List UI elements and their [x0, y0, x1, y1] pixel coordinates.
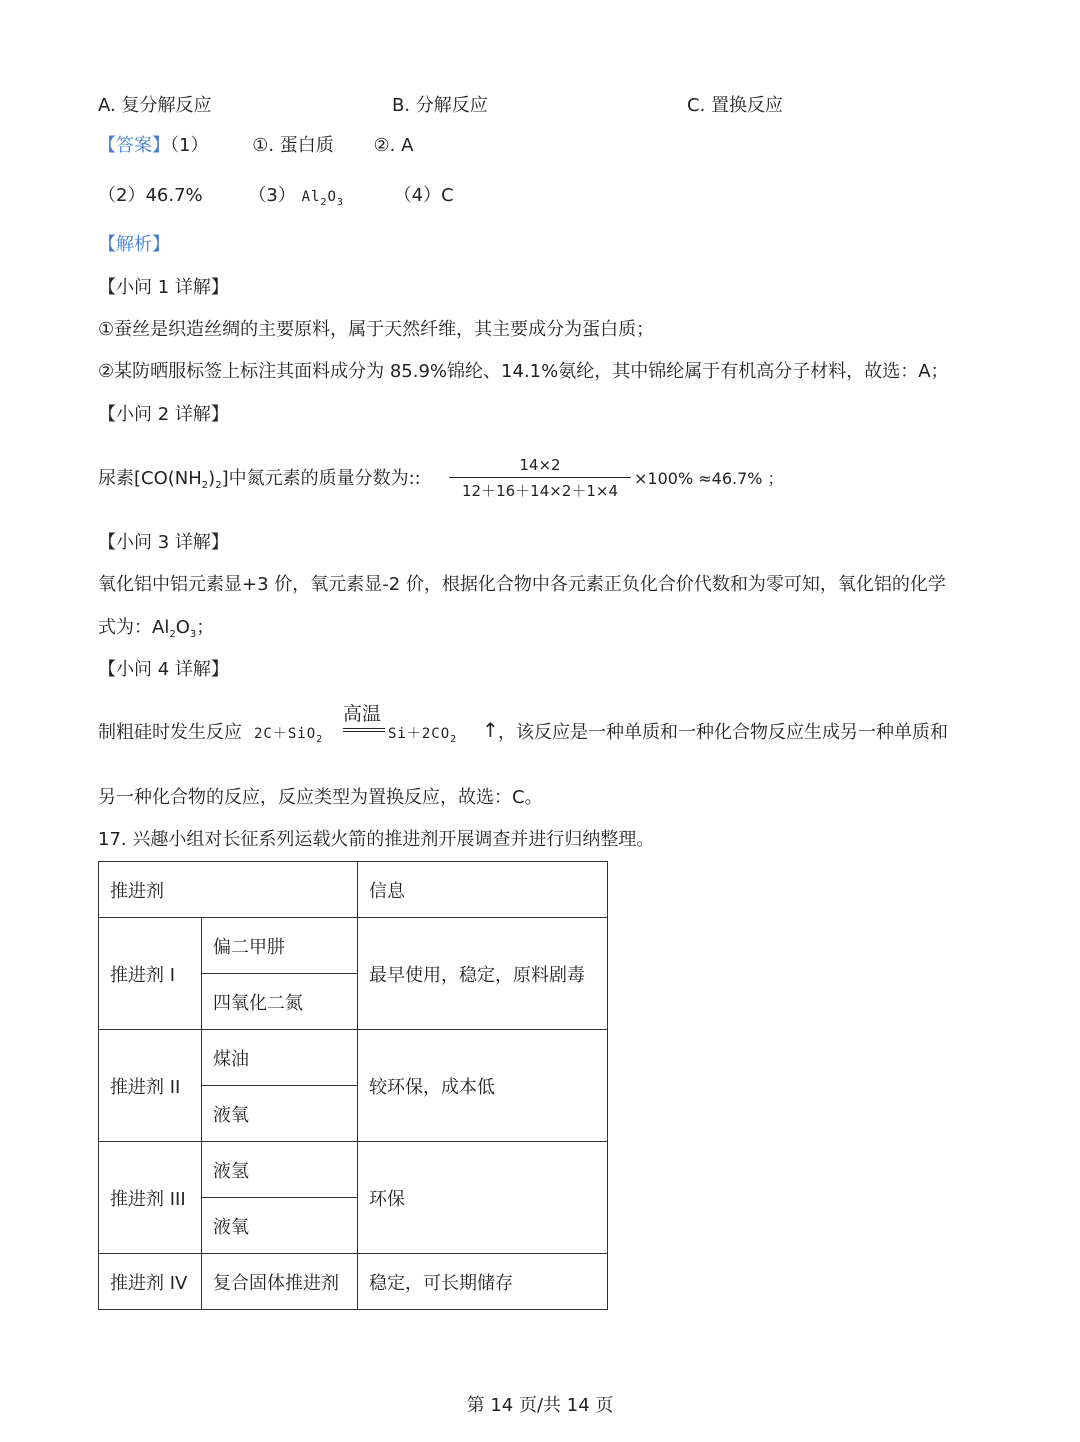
subquestion-3-heading: 【小问 3 详解】: [98, 532, 229, 553]
propellant-info: 稳定，可长期储存: [358, 1254, 608, 1310]
subquestion-2-heading: 【小问 2 详解】: [98, 404, 229, 425]
propellant-component: 液氢: [202, 1142, 358, 1198]
propellant-name: 推进剂 II: [99, 1030, 202, 1142]
answer-line-1: [98, 133, 413, 159]
table-row: [99, 1254, 608, 1310]
propellant-table: [98, 861, 608, 1310]
mass-fraction-formula: [449, 454, 631, 502]
answer-q4: （4）C: [393, 185, 454, 206]
subquestion-1-heading: 【小问 1 详解】: [98, 277, 229, 298]
subquestion-3-line-1: 氧化铝中铝元素显+3 价，氧元素显-2 价，根据化合物中各元素正负化合价代数和为零可知，氧化铝的化学: [98, 574, 946, 595]
option-c: C. 置换反应: [687, 95, 784, 116]
answer-tag: 【答案】: [98, 135, 170, 156]
propellant-info: 最早使用，稳定，原料剧毒: [358, 918, 608, 1030]
propellant-component: 偏二甲肼: [202, 918, 358, 974]
fraction-result: ×100% ≈46.7% ；: [634, 469, 784, 488]
propellant-component: 煤油: [202, 1030, 358, 1086]
analysis-tag: 【解析】: [98, 234, 170, 255]
subquestion-1-line-1: ①蚕丝是织造丝绸的主要原料，属于天然纤维，其主要成分为蛋白质；: [98, 319, 655, 340]
subquestion-1-line-2: ②某防晒服标签上标注其面料成分为 85.9%锦纶、14.1%氨纶，其中锦纶属于有机高分子材料，故选：A；: [98, 361, 949, 382]
subquestion-4-text: ，该反应是一种单质和一种化合物反应生成另一种单质和: [498, 722, 948, 743]
fraction-denominator: 12＋16＋14×2＋1×4: [461, 482, 619, 500]
reaction-products: $Si+2CO_2$: [388, 726, 458, 745]
page-footer: 第 14 页/共 14 页: [466, 1395, 614, 1416]
answer-q1-a: ①. 蛋白质: [252, 135, 334, 156]
subquestion-4-line-2: 另一种化合物的反应，反应类型为置换反应，故选：C。: [98, 787, 543, 808]
gas-arrow: ↑: [482, 718, 499, 742]
propellant-info: 较环保，成本低: [358, 1030, 608, 1142]
answer-q3: （3）: [248, 185, 296, 206]
answer-q1-number: （1）: [170, 135, 209, 156]
table-row: [99, 1030, 608, 1086]
propellant-name: 推进剂 IV: [99, 1254, 202, 1310]
propellant-name: 推进剂 I: [99, 918, 202, 1030]
propellant-name: 推进剂 III: [99, 1142, 202, 1254]
propellant-info: 环保: [358, 1142, 608, 1254]
propellant-component: 液氧: [202, 1086, 358, 1142]
propellant-component: 复合固体推进剂: [202, 1254, 358, 1310]
table-header-row: [99, 862, 608, 918]
option-b: B. 分解反应: [392, 95, 488, 116]
header-propellant: 推进剂: [99, 862, 358, 918]
answer-q2: （2）46.7%: [98, 185, 203, 206]
fraction-numerator: 14×2: [519, 456, 561, 474]
option-a: A. 复分解反应: [98, 95, 212, 116]
table-row: [99, 1142, 608, 1198]
answer-q1-b: ②. A: [373, 135, 414, 156]
propellant-component: 四氧化二氮: [202, 974, 358, 1030]
header-info: 信息: [358, 862, 608, 918]
subquestion-4-prefix: 制粗硅时发生反应: [98, 722, 242, 743]
reaction-reactants: 2C＋SiO$_2$: [254, 726, 324, 745]
table-row: [99, 918, 608, 974]
reaction-double-line-top: [343, 728, 385, 729]
reaction-double-line-bottom: [343, 731, 385, 732]
subquestion-2-text: 尿素$[CO(NH_2)_2]$中氮元素的质量分数为::: [98, 468, 421, 491]
subquestion-4-heading: 【小问 4 详解】: [98, 659, 229, 680]
propellant-component: 液氧: [202, 1198, 358, 1254]
question-17: 17. 兴趣小组对长征系列运载火箭的推进剂开展调查并进行归纳整理。: [98, 829, 655, 850]
answer-line-2: [98, 183, 454, 216]
answer-q3-formula: $Al_2O_3$: [301, 189, 344, 208]
reaction-condition: 高温: [343, 703, 382, 725]
subquestion-3-line-2: 式为：$Al_2O_3$；: [98, 617, 215, 640]
